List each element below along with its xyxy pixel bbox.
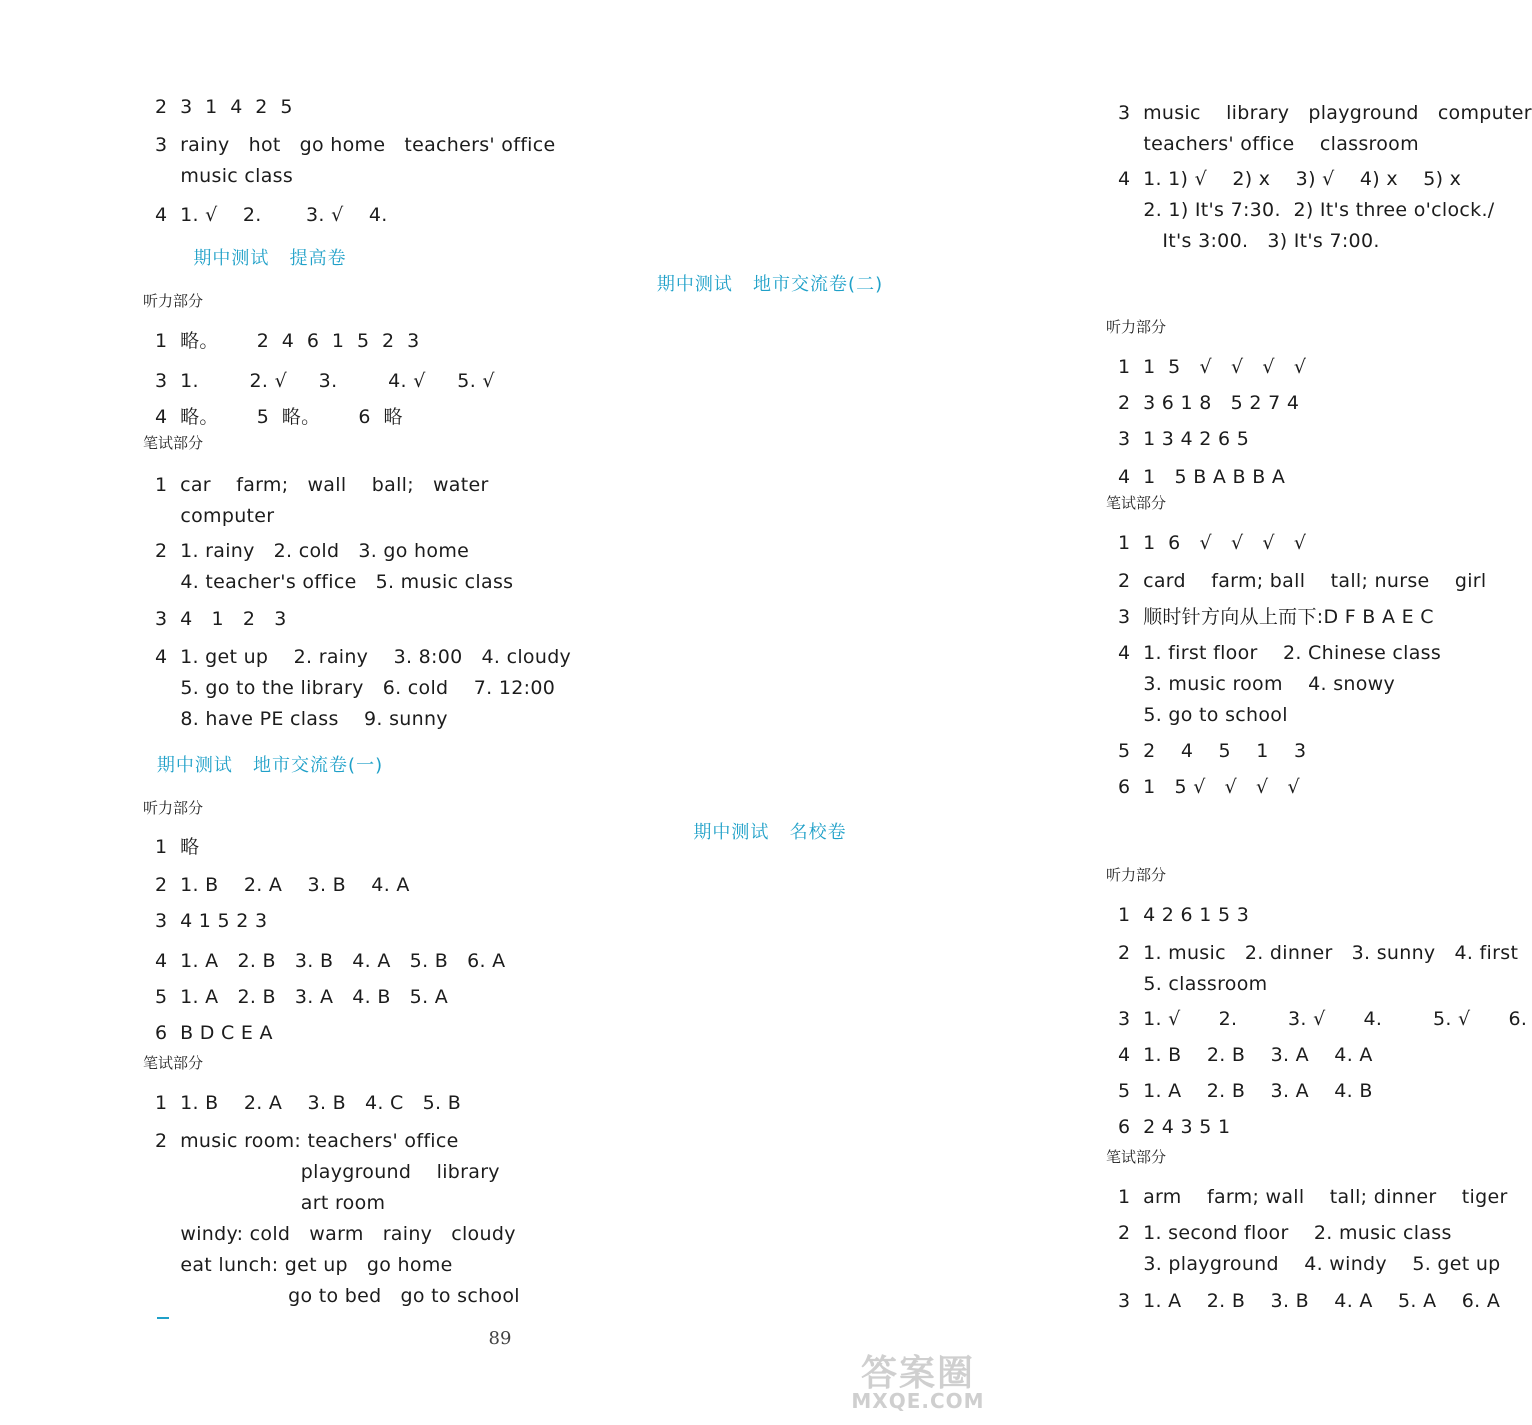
subsection-label: 听力部分 [1106, 318, 1167, 336]
answer-line: 2 music room: teachers' office playground library art room windy: cold warm rainy cloudy eat lunch: get up go home go to bed go to school [155, 1130, 520, 1307]
answer-line: 1 arm farm; wall tall; dinner tiger [1118, 1186, 1508, 1208]
decorative-dash [157, 1317, 169, 1319]
answer-line: 5 2 4 5 1 3 [1118, 740, 1307, 762]
answer-line: 1 car farm; wall ball; water computer [155, 474, 489, 527]
answer-line: 4 1. B 2. B 3. A 4. A [1118, 1044, 1373, 1066]
answer-line: 3 1 3 4 2 6 5 [1118, 428, 1250, 450]
answer-line: 6 2 4 3 5 1 [1118, 1116, 1231, 1138]
answer-line: 1 略。 2 4 6 1 5 2 3 [155, 330, 420, 352]
answer-line: 2 1. music 2. dinner 3. sunny 4. first 5. classroom [1118, 942, 1519, 995]
section-title: 期中测试 名校卷 [693, 822, 847, 843]
subsection-label: 听力部分 [143, 799, 204, 817]
answer-line: 3 4 1 2 3 [155, 608, 287, 630]
answer-line: 2 1. second floor 2. music class 3. playground 4. windy 5. get up [1118, 1222, 1501, 1275]
watermark-url: MXQE.COM [851, 1389, 985, 1413]
answer-line: 2 card farm; ball tall; nurse girl [1118, 570, 1487, 592]
answer-line: 1 略 [155, 836, 200, 858]
answer-line: 4 1. 1) √ 2) x 3) √ 4) x 5) x 2. 1) It's 7:30. 2) It's three o'clock./ It's 3:00. 3) It's 7:00. [1118, 168, 1495, 252]
watermark-logo [848, 1345, 988, 1417]
subsection-label: 听力部分 [143, 292, 204, 310]
answer-line: 4 略。 5 略。 6 略 [155, 406, 403, 428]
answer-line: 1 1 6 √ √ √ √ [1118, 532, 1307, 554]
answer-line: 1 1. B 2. A 3. B 4. C 5. B [155, 1092, 462, 1114]
section-title: 期中测试 地市交流卷(一) [156, 755, 384, 776]
subsection-label: 笔试部分 [143, 434, 204, 452]
watermark-title: 答案圈 [860, 1353, 975, 1394]
answer-line: 2 1. B 2. A 3. B 4. A [155, 874, 410, 896]
page-number: 89 [488, 1328, 512, 1349]
answer-line: 4 1. √ 2. 3. √ 4. [155, 204, 388, 226]
subsection-label: 笔试部分 [1106, 494, 1167, 512]
answer-line: 1 4 2 6 1 5 3 [1118, 904, 1250, 926]
answer-line: 6 1 5 √ √ √ √ [1118, 776, 1300, 798]
answer-line: 4 1. get up 2. rainy 3. 8:00 4. cloudy 5. go to the library 6. cold 7. 12:00 8. have PE class 9. sunny [155, 646, 572, 730]
section-title: 期中测试 地市交流卷(二) [656, 274, 884, 295]
answer-line: 2 3 6 1 8 5 2 7 4 [1118, 392, 1300, 414]
answer-line: 2 3 1 4 2 5 [155, 96, 293, 118]
answer-line: 3 1. A 2. B 3. B 4. A 5. A 6. A [1118, 1290, 1501, 1312]
answer-line: 3 1. 2. √ 3. 4. √ 5. √ [155, 370, 495, 392]
answer-line: 3 顺时针方向从上而下:D F B A E C [1118, 606, 1434, 628]
answer-line: 1 1 5 √ √ √ √ [1118, 356, 1307, 378]
answer-line: 4 1. first floor 2. Chinese class 3. music room 4. snowy 5. go to school [1118, 642, 1442, 726]
answer-line: 3 1. √ 2. 3. √ 4. 5. √ 6. [1118, 1008, 1528, 1030]
answer-line: 4 1 5 B A B B A [1118, 466, 1286, 488]
subsection-label: 笔试部分 [1106, 1148, 1167, 1166]
subsection-label: 笔试部分 [143, 1054, 204, 1072]
subsection-label: 听力部分 [1106, 866, 1167, 884]
answer-line: 5 1. A 2. B 3. A 4. B 5. A [155, 986, 449, 1008]
answer-line: 2 1. rainy 2. cold 3. go home 4. teacher's office 5. music class [155, 540, 514, 593]
section-title: 期中测试 提高卷 [193, 248, 347, 269]
answer-line: 5 1. A 2. B 3. A 4. B [1118, 1080, 1373, 1102]
answer-line: 4 1. A 2. B 3. B 4. A 5. B 6. A [155, 950, 506, 972]
answer-line: 3 rainy hot go home teachers' office music class [155, 134, 556, 187]
answer-line: 3 music library playground computer teachers' office classroom [1118, 102, 1532, 155]
answer-line: 3 4 1 5 2 3 [155, 910, 268, 932]
answer-line: 6 B D C E A [155, 1022, 273, 1044]
